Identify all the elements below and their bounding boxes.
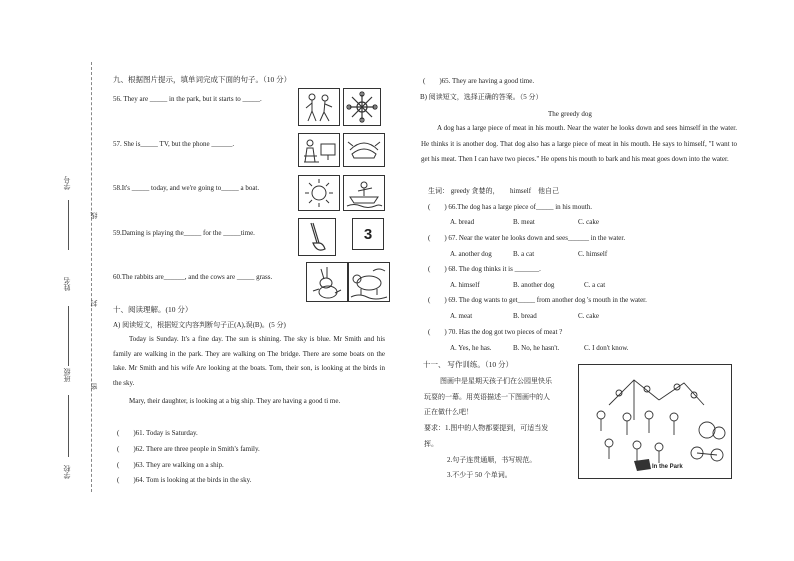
park-picture-caption: In the Park — [652, 464, 683, 470]
q65[interactable]: ( )65. They are having a good time. — [423, 77, 535, 85]
name-label: 姓名 — [63, 277, 71, 291]
q67-opt-c[interactable]: C. himself — [578, 250, 608, 258]
section10-title: 十、阅读理解。(10 分） — [113, 305, 193, 314]
park-scene-picture — [578, 364, 732, 479]
q66-opt-c[interactable]: C. cake — [578, 218, 599, 226]
q67[interactable]: ( ) 67. Near the water he looks down and sees______ in the water. — [428, 234, 626, 242]
class-label: 班级 — [63, 368, 71, 382]
q69-opt-a[interactable]: A. meat — [450, 312, 473, 320]
writing-req-3: 3.不少于 50 个单词。 — [447, 471, 512, 479]
section9-title: 九、根据图片提示，填单词完成下面的句子。（10 分） — [113, 75, 292, 84]
q70-opt-a[interactable]: A. Yes, he has. — [450, 344, 492, 352]
name-blank[interactable] — [68, 306, 69, 366]
partA-title: A) 阅读短文，根据短文内容判断句子正(A),误(B)。(5 分) — [113, 321, 286, 329]
q67-opt-b[interactable]: B. a cat — [513, 250, 535, 258]
seal-dashed-line — [91, 62, 92, 492]
q57-picture-phone-icon — [343, 133, 385, 167]
q60-text: 60.The rabbits are______, and the cows are _____ grass. — [113, 273, 273, 281]
q70-opt-c[interactable]: C. I don't know. — [584, 344, 629, 352]
q68[interactable]: ( ) 68. The dog thinks it is _______. — [428, 265, 541, 273]
vocab-note: 生词： greedy 贪婪的， himself 他自己 — [428, 187, 560, 195]
binding-margin — [0, 0, 98, 561]
q57-text: 57. She is_____ TV, but the phone ______. — [113, 140, 235, 148]
q58-text: 58.It's _____ today, and we're going to_____ a boat. — [113, 184, 260, 192]
seal-char-3: 密 — [90, 383, 98, 390]
q61[interactable]: ( )61. Today is Saturday. — [117, 429, 198, 437]
q66[interactable]: ( ) 66.The dog has a large piece of_____ in his mouth. — [428, 203, 592, 211]
writing-intro-2: 玩耍的一幕。用英语描述一下图画中的人 — [424, 393, 550, 401]
q70[interactable]: ( ) 70. Has the dog got two pieces of meat ? — [428, 328, 563, 336]
q56-picture-snow-icon — [343, 88, 381, 126]
q59-picture-number: 3 — [352, 218, 384, 250]
seal-char-2: 封 — [90, 300, 98, 307]
q59-text: 59.Daming is playing the_____ for the _____time. — [113, 229, 255, 237]
section11-title: 十一、 写作训练。（10 分） — [423, 360, 513, 369]
school-label: 学校 — [63, 465, 71, 479]
partA-passage-2: Mary, their daughter, is looking at a big ship. They are having a good ti me. — [129, 397, 341, 405]
q56-text: 56. They are _____ in the park, but it starts to _____. — [113, 95, 262, 103]
q66-opt-a[interactable]: A. bread — [450, 218, 475, 226]
q69-opt-b[interactable]: B. bread — [513, 312, 537, 320]
partB-passage: A dog has a large piece of meat in his mouth. Near the water he looks down and sees himself in the water. He thinks it is another dog. That dog also has a large piece of meat in his mouth. He says to himself, "I want to get his meat. Then I can have two pieces." He opens his mouth to bark and his meat goes down into the water. — [421, 124, 737, 164]
q58-picture-sun-icon — [298, 175, 340, 211]
seal-char-1: 线 — [90, 212, 98, 219]
q60-picture-cow-icon — [348, 262, 390, 302]
q57-picture-tv-icon — [298, 133, 340, 167]
partB-story-title: The greedy dog — [548, 110, 592, 118]
q63[interactable]: ( )63. They are walking on a ship. — [117, 461, 224, 469]
q60-picture-rabbit-icon — [306, 262, 348, 302]
writing-req-1: 要求：1.图中的人物都要提到，可适当发 — [424, 424, 549, 432]
q68-opt-a[interactable]: A. himself — [450, 281, 480, 289]
writing-req-1b: 挥。 — [424, 440, 438, 448]
class-blank[interactable] — [68, 395, 69, 457]
q62[interactable]: ( )62. There are three people in Smith's family. — [117, 445, 260, 453]
writing-intro-1: 图画中是星期天孩子们在公园里快乐 — [440, 377, 552, 385]
student-id-blank[interactable] — [68, 200, 69, 250]
q69[interactable]: ( ) 69. The dog wants to get_____ from another dog 's mouth in the water. — [428, 296, 647, 304]
partA-passage: Today is Sunday. It's a fine day. The sun is shining. The sky is blue. Mr Smith and his family are walking in the park. They are walking on The bridge. There are some boats on the lake. Mr Smith and his wife Are looking at the boats. Tom, their son, is looking at the birds in the sky. — [113, 335, 385, 387]
q68-opt-c[interactable]: C. a cat — [584, 281, 606, 289]
q64[interactable]: ( )64. Tom is looking at the birds in the sky. — [117, 476, 252, 484]
q59-picture-trumpet-icon — [298, 218, 336, 256]
student-id-label: 学号 — [63, 176, 71, 190]
q70-opt-b[interactable]: B. No, he hasn't. — [513, 344, 560, 352]
q56-picture-walking-icon — [298, 88, 340, 126]
writing-intro-3: 正在做什么吧！ — [424, 408, 473, 416]
partB-title: B) 阅读短文，选择正确的答案。（5 分） — [420, 93, 543, 101]
q66-opt-b[interactable]: B. meat — [513, 218, 535, 226]
q58-picture-boat-icon — [343, 175, 385, 211]
q67-opt-a[interactable]: A. another dog — [450, 250, 492, 258]
q68-opt-b[interactable]: B. another dog — [513, 281, 555, 289]
q69-opt-c[interactable]: C. cake — [578, 312, 599, 320]
writing-req-2: 2.句子连贯通顺，书写规范。 — [447, 456, 537, 464]
